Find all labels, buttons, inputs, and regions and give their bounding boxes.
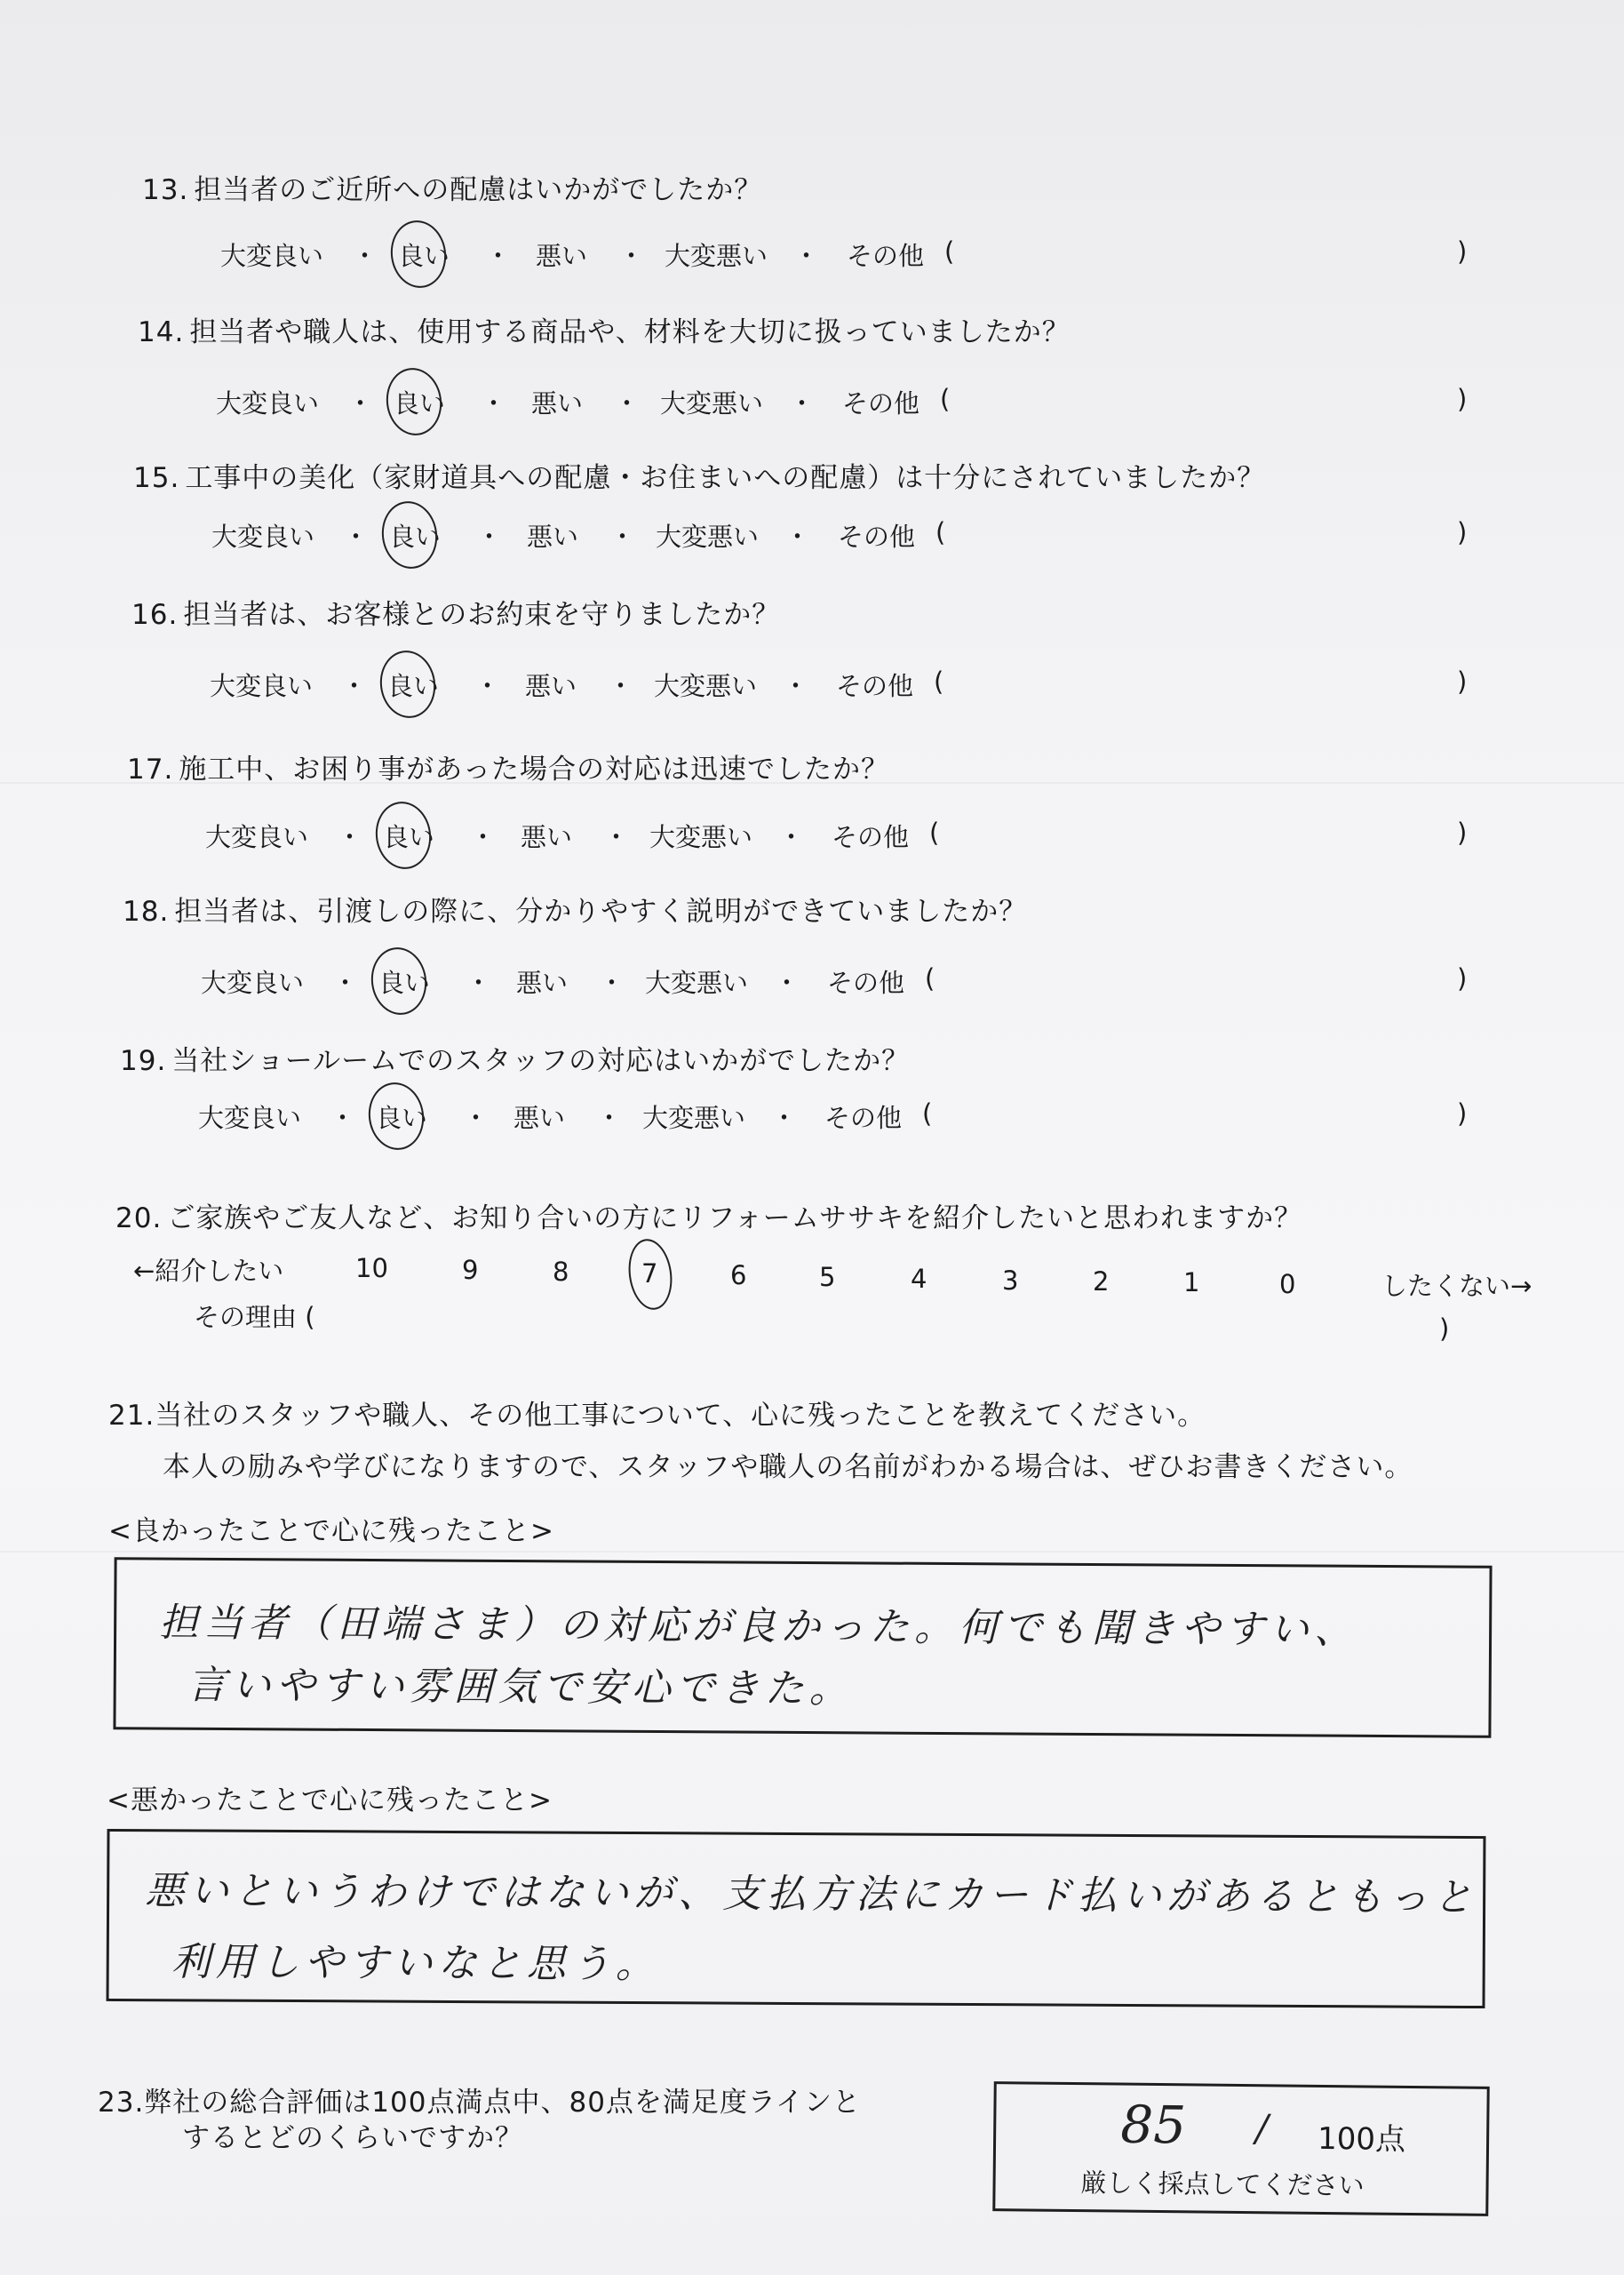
option-dot: ・ <box>474 671 501 701</box>
option-dot: ・ <box>485 241 512 271</box>
score-box <box>992 2081 1489 2216</box>
option-dot: ・ <box>618 241 645 271</box>
scale-value: 5 <box>819 1262 836 1292</box>
question-18 <box>123 889 1027 929</box>
option-dot: ・ <box>614 388 641 419</box>
option-dot: ・ <box>470 822 497 852</box>
question-23 <box>98 2079 861 2119</box>
option-other: その他 <box>836 671 914 701</box>
question-text: 工事中の美化（家財道具への配慮・お住まいへの配慮）は十分にされていましたか？ <box>185 462 1266 494</box>
option-very-bad: 大変悪い <box>649 822 753 852</box>
option-very-bad: 大変悪い <box>665 241 768 271</box>
option-close-paren: ) <box>1457 818 1468 848</box>
scale-right-label: したくない→ <box>1381 1271 1532 1301</box>
option-bad: 悪い <box>513 1103 566 1133</box>
option-good: 良い <box>389 522 442 552</box>
answer-circle-mark <box>364 1079 428 1153</box>
option-very-good: 大変良い <box>220 241 324 271</box>
option-good: 良い <box>394 388 446 419</box>
option-close-paren: ) <box>1457 1098 1468 1129</box>
option-dot: ・ <box>599 968 625 998</box>
question-text: ご家族やご友人など、お知り合いの方にリフォームササキを紹介したいと思われますか？ <box>167 1202 1303 1234</box>
good-memory-box <box>113 1557 1492 1737</box>
option-open: ( <box>935 517 946 547</box>
option-very-good: 大変良い <box>201 968 305 998</box>
answer-circle-mark <box>625 1236 677 1313</box>
scale-value: 10 <box>355 1253 388 1283</box>
good-memory-line-1: 担当者（田端さま）の対応が良かった。何でも聞きやすい、 <box>159 1600 1359 1653</box>
score-max: 100点 <box>1317 2120 1406 2158</box>
option-very-bad: 大変悪い <box>656 522 760 552</box>
option-open: ( <box>940 384 951 414</box>
bad-memory-heading: <悪かったことで心に残ったこと> <box>107 1784 553 1816</box>
question-21 <box>108 1393 1206 1433</box>
option-dot: ・ <box>337 822 363 852</box>
question-number: 17. <box>127 754 174 786</box>
answer-circle-mark <box>382 364 446 439</box>
option-dot: ・ <box>774 968 800 998</box>
bad-memory-line-1: 悪いというわけではないが、支払方法にカード払いがあるともっと <box>145 1868 1478 1921</box>
option-very-good: 大変良い <box>205 822 309 852</box>
option-dot: ・ <box>481 388 507 419</box>
option-other: その他 <box>838 522 916 552</box>
question-15 <box>133 455 1265 495</box>
option-dot: ・ <box>330 1103 356 1133</box>
option-very-good: 大変良い <box>210 671 314 701</box>
question-number: 20. <box>115 1202 163 1234</box>
answer-circle-mark <box>386 217 450 291</box>
option-open: ( <box>929 818 940 848</box>
question-text: 担当者のご近所への配慮はいかがでしたか？ <box>194 174 763 206</box>
option-very-bad: 大変悪い <box>660 388 764 419</box>
question-text: 当社のスタッフや職人、その他工事について、心に残ったことを教えてください。 <box>155 1400 1206 1432</box>
question-19 <box>120 1038 910 1078</box>
option-bad: 悪い <box>527 522 579 552</box>
option-dot: ・ <box>783 671 809 701</box>
option-good: 良い <box>378 968 431 998</box>
option-bad: 悪い <box>536 241 588 271</box>
option-close-paren: ) <box>1457 517 1468 547</box>
question-text: 施工中、お困り事があった場合の対応は迅速でしたか？ <box>179 754 889 786</box>
option-good: 良い <box>398 241 450 271</box>
option-other: その他 <box>827 968 905 998</box>
option-dot: ・ <box>341 671 368 701</box>
good-memory-heading: <良かったことで心に残ったこと> <box>108 1515 554 1547</box>
option-good: 良い <box>387 671 440 701</box>
option-dot: ・ <box>608 671 634 701</box>
option-dot: ・ <box>793 241 820 271</box>
bad-memory-line-2: 利用しやすいなと思う。 <box>171 1939 660 1988</box>
scale-value: 2 <box>1093 1266 1110 1297</box>
question-13 <box>142 167 762 207</box>
question-23-line-2: するとどのくらいですか？ <box>182 2122 523 2154</box>
scale-value: 8 <box>553 1257 569 1287</box>
option-open: ( <box>922 1098 933 1129</box>
question-number: 14. <box>138 316 185 348</box>
option-dot: ・ <box>778 822 805 852</box>
scale-value: 3 <box>1002 1265 1019 1296</box>
question-21-note: 本人の励みや学びになりますので、スタッフや職人の名前がわかる場合は、ぜひお書きください。 <box>163 1451 1413 1483</box>
option-close-paren: ) <box>1457 384 1468 414</box>
question-number: 23. <box>98 2087 145 2119</box>
option-dot: ・ <box>466 968 492 998</box>
question-number: 19. <box>120 1045 167 1077</box>
question-text: 弊社の総合評価は100点満点中、80点を満足度ラインと <box>144 2087 861 2119</box>
option-close-paren: ) <box>1457 667 1468 697</box>
option-dot: ・ <box>596 1103 623 1133</box>
option-open: ( <box>934 667 944 697</box>
question-text: 担当者は、お客様とのお約束を守りましたか？ <box>183 599 781 631</box>
option-very-bad: 大変悪い <box>642 1103 746 1133</box>
question-number: 13. <box>142 174 189 206</box>
option-very-bad: 大変悪い <box>654 671 758 701</box>
question-number: 21. <box>108 1400 155 1432</box>
score-note: 厳しく採点してください <box>1080 2167 1365 2201</box>
reason-label <box>194 1297 315 1334</box>
question-number: 16. <box>131 599 179 631</box>
scale-value: 9 <box>462 1255 479 1285</box>
option-very-good: 大変良い <box>211 522 315 552</box>
option-close-paren: ) <box>1457 236 1468 267</box>
option-dot: ・ <box>463 1103 490 1133</box>
option-bad: 悪い <box>531 388 584 419</box>
reason-close-paren: ) <box>1439 1313 1450 1344</box>
reason-open-paren: ( <box>305 1302 315 1332</box>
option-bad: 悪い <box>525 671 577 701</box>
question-number: 18. <box>123 896 170 928</box>
option-open: ( <box>925 963 935 994</box>
option-very-good: 大変良い <box>216 388 320 419</box>
paper-fold <box>0 1551 1624 1553</box>
question-20 <box>115 1195 1302 1235</box>
score-value: 85 <box>1119 2094 1187 2156</box>
question-14 <box>138 309 1071 349</box>
option-bad: 悪い <box>516 968 569 998</box>
option-other: その他 <box>832 822 910 852</box>
scale-left-label: ←紹介したい <box>133 1256 284 1286</box>
scale-value: 6 <box>730 1260 747 1290</box>
answer-circle-mark <box>371 798 435 873</box>
reason-label-text: その理由 <box>194 1302 298 1332</box>
option-dot: ・ <box>784 522 811 552</box>
question-text: 担当者や職人は、使用する商品や、材料を大切に扱っていましたか？ <box>189 316 1071 348</box>
option-other: その他 <box>842 388 920 419</box>
option-dot: ・ <box>609 522 636 552</box>
option-dot: ・ <box>347 388 374 419</box>
question-17 <box>127 746 889 786</box>
option-dot: ・ <box>603 822 630 852</box>
question-text: 担当者は、引渡しの際に、分かりやすく説明ができていましたか？ <box>174 896 1028 928</box>
option-very-good: 大変良い <box>198 1103 302 1133</box>
question-number: 15. <box>133 462 180 494</box>
question-16 <box>131 592 780 632</box>
option-very-bad: 大変悪い <box>645 968 749 998</box>
scale-value: 4 <box>911 1264 927 1294</box>
scale-value: 1 <box>1183 1267 1200 1297</box>
answer-circle-mark <box>378 498 442 572</box>
bad-memory-box <box>107 1829 1486 2008</box>
option-bad: 悪い <box>521 822 573 852</box>
option-other: その他 <box>847 241 925 271</box>
answer-circle-mark <box>376 647 440 722</box>
option-dot: ・ <box>352 241 378 271</box>
scale-value: 7 <box>641 1258 658 1289</box>
option-dot: ・ <box>332 968 359 998</box>
option-good: 良い <box>376 1103 428 1133</box>
option-good: 良い <box>383 822 435 852</box>
good-memory-line-2: 言いやすい雰囲気で安心できた。 <box>187 1662 854 1712</box>
option-dot: ・ <box>476 522 503 552</box>
option-open: ( <box>944 236 955 267</box>
option-dot: ・ <box>789 388 816 419</box>
option-dot: ・ <box>771 1103 798 1133</box>
answer-circle-mark <box>367 944 431 1018</box>
question-text: 当社ショールームでのスタッフの対応はいかがでしたか？ <box>171 1045 911 1077</box>
option-other: その他 <box>824 1103 903 1133</box>
scale-value: 0 <box>1279 1269 1296 1299</box>
score-slash: / <box>1254 2106 1269 2151</box>
option-close-paren: ) <box>1457 963 1468 994</box>
option-dot: ・ <box>343 522 370 552</box>
